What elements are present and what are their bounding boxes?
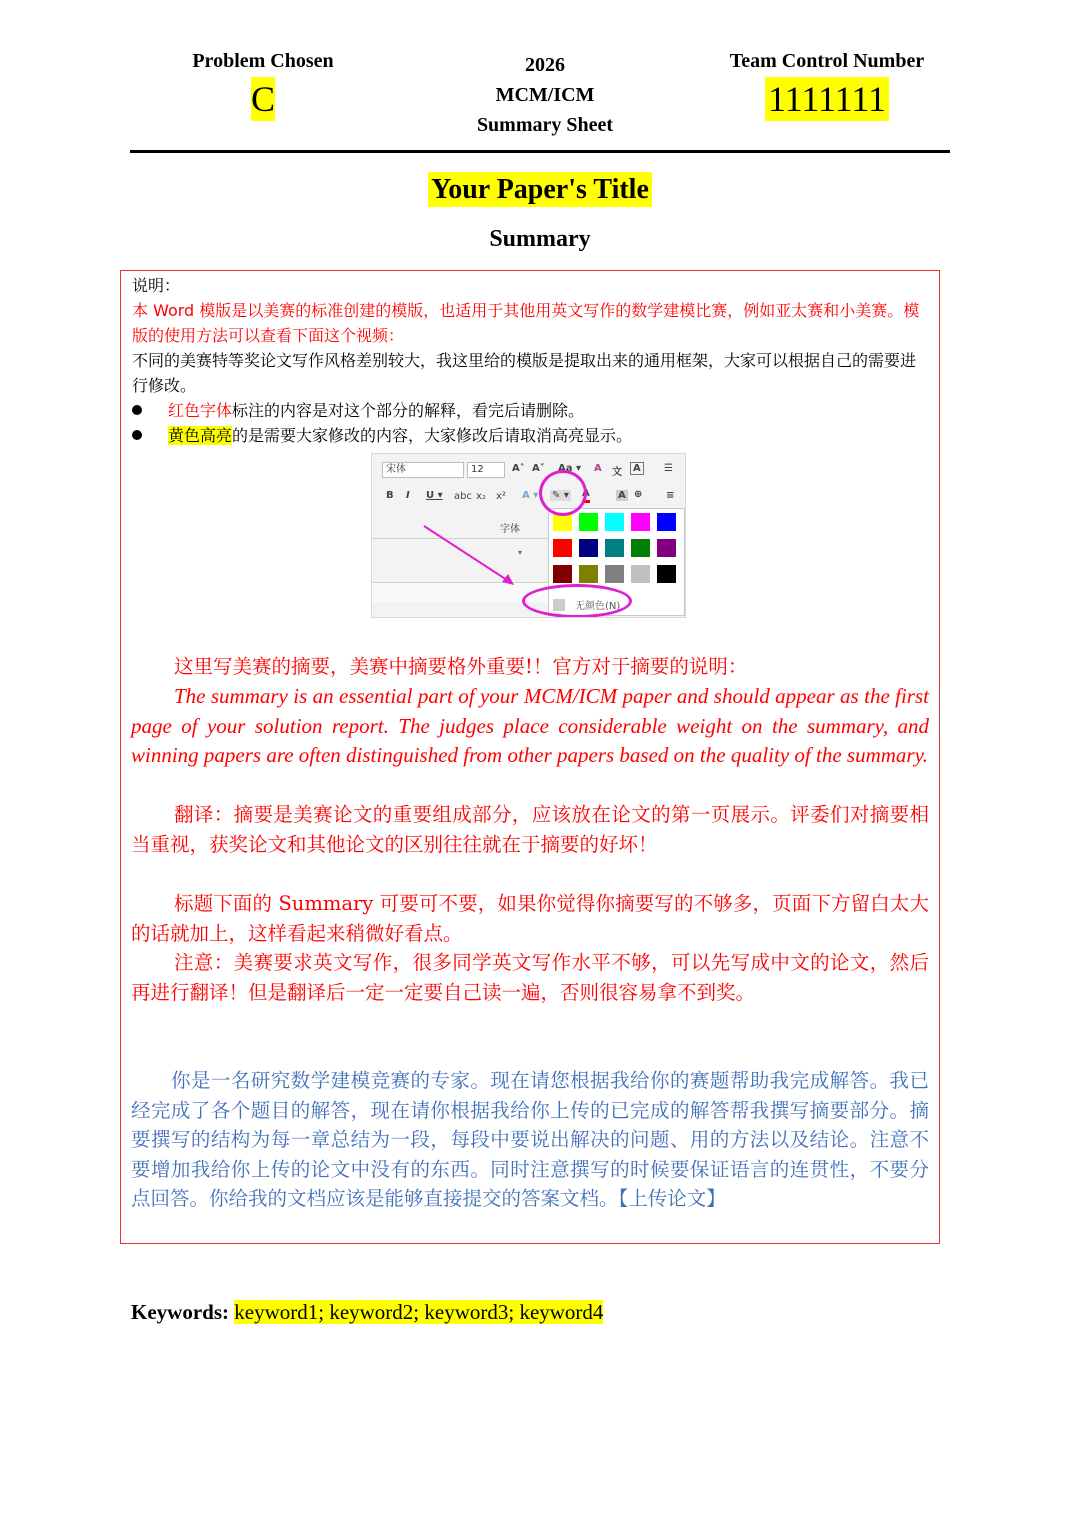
summary-text-box[interactable] [120,270,940,1244]
problem-chosen-label: Problem Chosen [192,50,334,72]
team-number-value[interactable]: 1111111 [765,77,889,121]
annotation-arrow-icon [372,454,686,618]
char-shading-icon: A [618,490,626,501]
contest-block [440,50,650,140]
font-size-box: 12 [467,462,505,478]
keywords-value[interactable]: keyword1; keyword2; keyword3; keyword4 [234,1300,604,1324]
header-divider [130,150,950,153]
bullet-yellow-text: 的是需要大家修改的内容，大家修改后请取消高亮显示。 [232,426,633,445]
notes-label: 说明： [132,276,181,295]
problem-chosen-value[interactable]: C [250,79,275,119]
italic-icon: I [406,490,410,501]
expand-arrow-icon: ▾ [518,548,523,557]
strikethrough-icon: abc [454,491,472,502]
bullet-dot-icon [132,430,142,440]
highlight-pen-icon: ✎ ▾ [552,490,569,501]
summary-heading: Summary [489,226,591,252]
align-icon: ≡ [666,490,675,501]
char-border-icon: A [630,462,644,475]
change-case-icon: Aa ▾ [558,463,581,474]
problem-chosen-block [163,50,363,121]
keywords-label: Keywords: [131,1300,229,1324]
summary-translation-cn: 翻译：摘要是美赛论文的重要组成部分，应该放在论文的第一页展示。评委们对摘要相当重视，获奖论文和其他论文的区别往往就在于摘要的好坏！ [131,803,929,856]
bullet-dot-icon [132,405,142,415]
subscript-icon: x₂ [476,491,486,502]
superscript-icon: x² [496,491,506,502]
enclose-char-icon: ⊕ [634,489,643,500]
shrink-font-icon: A˅ [532,463,545,474]
bullet-yellow-term: 黄色高亮 [168,426,233,445]
text-effect-icon: A ▾ [522,490,539,501]
sheet-name: Summary Sheet [476,114,614,136]
team-number-block [712,50,942,121]
contest-name: MCM/ICM [495,84,595,106]
team-number-label: Team Control Number [729,50,925,72]
bullet-red-text: 标注的内容是对这个部分的解释，看完后请删除。 [232,401,585,420]
font-color-icon: A [582,488,590,503]
summary-writing-note: 注意：美赛要求英文写作，很多同学英文写作水平不够，可以先写成中文的论文，然后再进行翻译！但是翻译后一定一定要自己读一遍，否则很容易拿不到奖。 [131,951,929,1004]
clear-format-icon: A [594,463,602,474]
list-icon: ☰ [664,463,673,474]
summary-heading-note: 标题下面的 Summary 可要可不要，如果你觉得你摘要写的不够多，页面下方留白太大的话就加上，这样看起来稍微好看点。 [131,892,929,945]
notes-description: 不同的美赛特等奖论文写作风格差别较大，我这里给的模版是提取出来的通用框架，大家可以根据自己的需要进行修改。 [132,351,917,395]
font-name-box: 宋体 [382,462,464,478]
bullet-item-yellow-highlight [132,423,632,448]
paper-title-text[interactable]: Your Paper's Title [428,172,652,207]
summary-official-en: The summary is an essential part of your MCM/ICM paper and should appear as the first page of your solution report. The judges place considerable weight on the summary, and winning papers are often distinguished from other papers based on the quality of the summary. [131,684,929,767]
summary-intro-cn: 这里写美赛的摘要，美赛中摘要格外重要!！官方对于摘要的说明： [174,655,748,678]
paper-title [0,174,1080,206]
contest-year: 2026 [525,54,565,76]
underline-icon: U ▾ [426,490,443,501]
font-group-label: 字体 [500,524,520,535]
summary-prompt: 你是一名研究数学建模竞赛的专家。现在请您根据我给你的赛题帮助我完成解答。我已经完成了各个题目的解答，现在请你根据我给你上传的已完成的解答帮我撰写摘要部分。摘要撰写的结构为每一章总结为一段，每段中要说出解决的问题、用的方法以及结论。注意不要增加我给你上传的论文中没有的东西。同时注意撰写的时候要保证语言的连贯性，不要分点回答。你给我的文档应该是能够直接提交的答案文档。【上传论文】 [131,1069,929,1210]
keywords-line [131,1298,603,1326]
phonetic-icon: 文 [612,467,622,478]
bullet-item-red-font [132,398,584,423]
bullet-red-term: 红色字体 [168,401,233,420]
bold-icon: B [386,490,394,501]
no-color-label: 无颜色(N) [575,601,621,612]
notes-red-intro: 本 Word 模版是以美赛的标准创建的模版，也适用于其他用英文写作的数学建模比赛，例如亚太赛和小美赛。模版的使用方法可以查看下面这个视频： [132,301,920,345]
grow-font-icon: A˄ [512,463,525,474]
highlight-toolbar-illustration [371,453,686,618]
